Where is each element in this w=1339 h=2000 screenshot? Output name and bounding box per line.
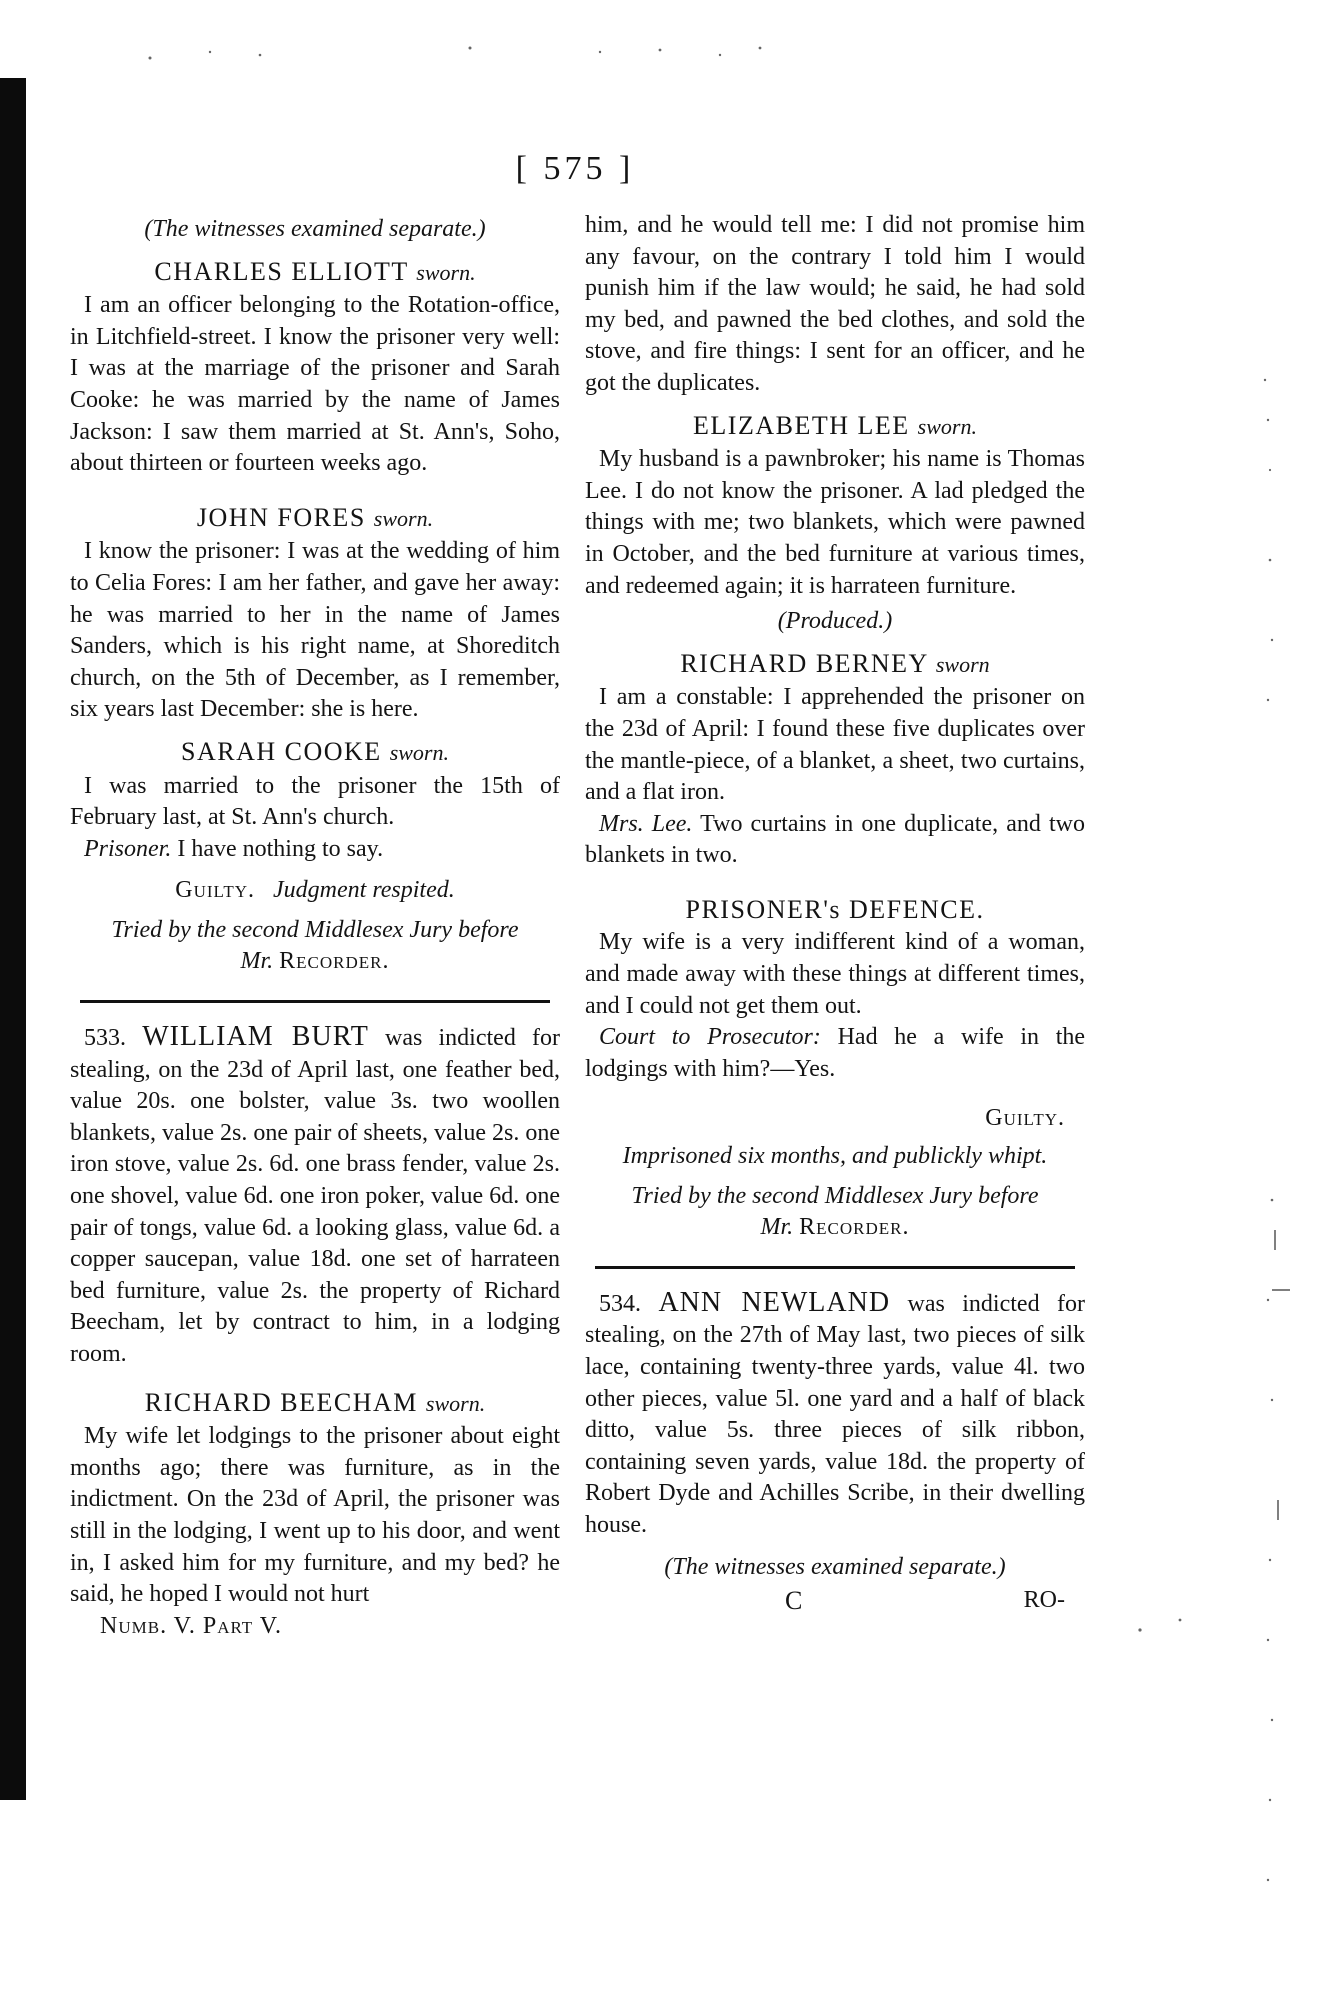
mr-label: Mr. [240, 948, 274, 975]
sworn-label: sworn [935, 651, 990, 677]
witnesses-note: (The witnesses examined separate.) [664, 1553, 1006, 1580]
testimony: I am an officer belonging to the Rotation-office, in Litchfield-street. I know the prisoner very well: I was at the marriage of the prisoner and Sarah Cooke: he was married by the name of James Jackson: I saw them married at St. Ann's, Soho, about thirteen or fourteen weeks ago. [70, 292, 560, 477]
case-number: 533. [84, 1025, 126, 1052]
witness-name: JOHN FORES [196, 502, 366, 532]
indictment [585, 1287, 1085, 1542]
tried-by-recorder [70, 946, 560, 978]
witness-heading [585, 410, 1085, 443]
sworn-label: sworn. [917, 413, 977, 439]
witness-name: RICHARD BEECHAM [144, 1387, 418, 1417]
sworn-label: sworn. [373, 505, 434, 531]
mrs-lee-label: Mrs. Lee. [599, 810, 693, 837]
produced-note: (Produced.) [777, 608, 893, 635]
judgment: Judgment respited. [273, 877, 455, 904]
section-rule [80, 1000, 550, 1003]
court-text: Had he a wife in the lodgings with him?—Yes. [585, 1024, 1086, 1082]
left-column [70, 210, 560, 1642]
tried-by: Tried by the second Middlesex Jury before [631, 1182, 1039, 1209]
recorder: Recorder. [279, 948, 390, 975]
signature-footer: Numb. V. Part V. [100, 1612, 282, 1639]
page-number: [ 575 ] [515, 150, 635, 187]
sworn-label: sworn. [416, 259, 476, 285]
mr-label: Mr. [760, 1214, 794, 1241]
tried-by: Tried by the second Middlesex Jury before [111, 916, 519, 943]
testimony: I know the prisoner: I was at the wedding of him to Celia Fores: I am her father, and gave her away: he was married to her in the name of James Sanders, which is his right name, at Shoreditch church, on the 5th of December, as I remember, six years last December: she is here. [70, 538, 560, 723]
section-rule [595, 1266, 1075, 1269]
testimony: I was married to the prisoner the 15th of February last, at St. Ann's church. [70, 772, 560, 831]
testimony: My husband is a pawnbroker; his name is Thomas Lee. I do not know the prisoner. A lad pledged the things with me; two blankets, which were pawned in October, and the bed furniture at various times, and redeemed again; it is harrateen furniture. [585, 446, 1085, 599]
witness-name: ELIZABETH LEE [693, 410, 910, 440]
right-column [585, 210, 1085, 1617]
witness-heading [70, 502, 560, 535]
witness-heading [585, 648, 1085, 681]
witness-name: CHARLES ELLIOTT [154, 256, 409, 286]
sworn-label: sworn. [389, 739, 449, 765]
signature-mark: C [785, 1586, 803, 1616]
court-label: Court to Prosecutor: [599, 1024, 821, 1051]
witness-heading [70, 256, 560, 289]
sentence: Imprisoned six months, and publickly whipt. [622, 1143, 1048, 1170]
mrs-lee-text: Two curtains in one duplicate, and two blankets in two. [585, 810, 1085, 869]
defendant-name: ANN NEWLAND [658, 1286, 891, 1318]
indictment [70, 1021, 560, 1371]
testimony: My wife let lodgings to the prisoner about eight months ago; there was furniture, as in the indictment. On the 23d of April, the prisoner was still in the lodging, I went up to his door, and went in, I asked him for my furniture, and my bed? he said, he hoped I would not hurt [70, 1423, 560, 1608]
defence-heading: PRISONER's DEFENCE. [685, 894, 985, 924]
court-question [585, 1022, 1085, 1085]
verdict: Guilty. [985, 1105, 1065, 1132]
witness-heading [70, 736, 560, 769]
prisoner-text: I have nothing to say. [177, 835, 384, 862]
witness-name: SARAH COOKE [181, 736, 382, 766]
case-number: 534. [599, 1290, 641, 1317]
verdict-line [70, 875, 560, 907]
prisoner-statement [70, 834, 560, 866]
witness-name: RICHARD BERNEY [680, 648, 928, 678]
testimony: I am a constable: I apprehended the prisoner on the 23d of April: I found these five duplicates over the mantle-piece, of a blanket, a sheet, two curtains, and a flat iron. [585, 684, 1085, 806]
witnesses-note: (The witnesses examined separate.) [144, 216, 486, 242]
prisoner-label: Prisoner. [84, 835, 172, 862]
recorder: Recorder. [799, 1214, 910, 1241]
page-footer [585, 1585, 1085, 1617]
witness-heading [70, 1387, 560, 1420]
sworn-label: sworn. [425, 1390, 486, 1416]
verdict: Guilty. [175, 877, 256, 904]
defendant-name: WILLIAM BURT [142, 1021, 369, 1053]
indictment-text: was indicted for stealing, on the 23d of April last, one feather bed, value 20s. one bolster, value 3s. two woollen blankets, value 2s. one pair of sheets, value 2s. one iron stove, value 2s. 6d. one brass fender, value 2s. one shovel, value 6d. one iron poker, value 6d. one pair of tongs, value 6d. a looking glass, value 6d. a copper saucepan, value 18d. one set of harrateen bed furniture, value 2s. the property of Richard Beecham, let by contract to him, in a lodging room. [70, 1025, 561, 1367]
mrs-lee-statement [585, 809, 1085, 872]
indictment-text: was indicted for stealing, on the 27th of May last, two pieces of silk lace, containing twenty-three yards, value 4l. two other pieces, value 5l. one yard and a half of black ditto, value 5s. three pieces of silk ribbon, containing seven yards, value 18d. the property of Robert Dyde and Achilles Scribe, in their dwelling house. [585, 1290, 1085, 1538]
testimony-continued: him, and he would tell me: I did not promise him any favour, on the contrary I told him I would punish him if the law would; he said, he had sold my bed, and pawned the bed clothes, and sold the stove, and fire things: I sent for an officer, and he got the duplicates. [585, 212, 1085, 396]
tried-by-recorder [585, 1212, 1085, 1244]
defence-text: My wife is a very indifferent kind of a woman, and made away with these things at different times, and I could not get them out. [585, 929, 1085, 1019]
catchword: RO- [1023, 1587, 1065, 1614]
